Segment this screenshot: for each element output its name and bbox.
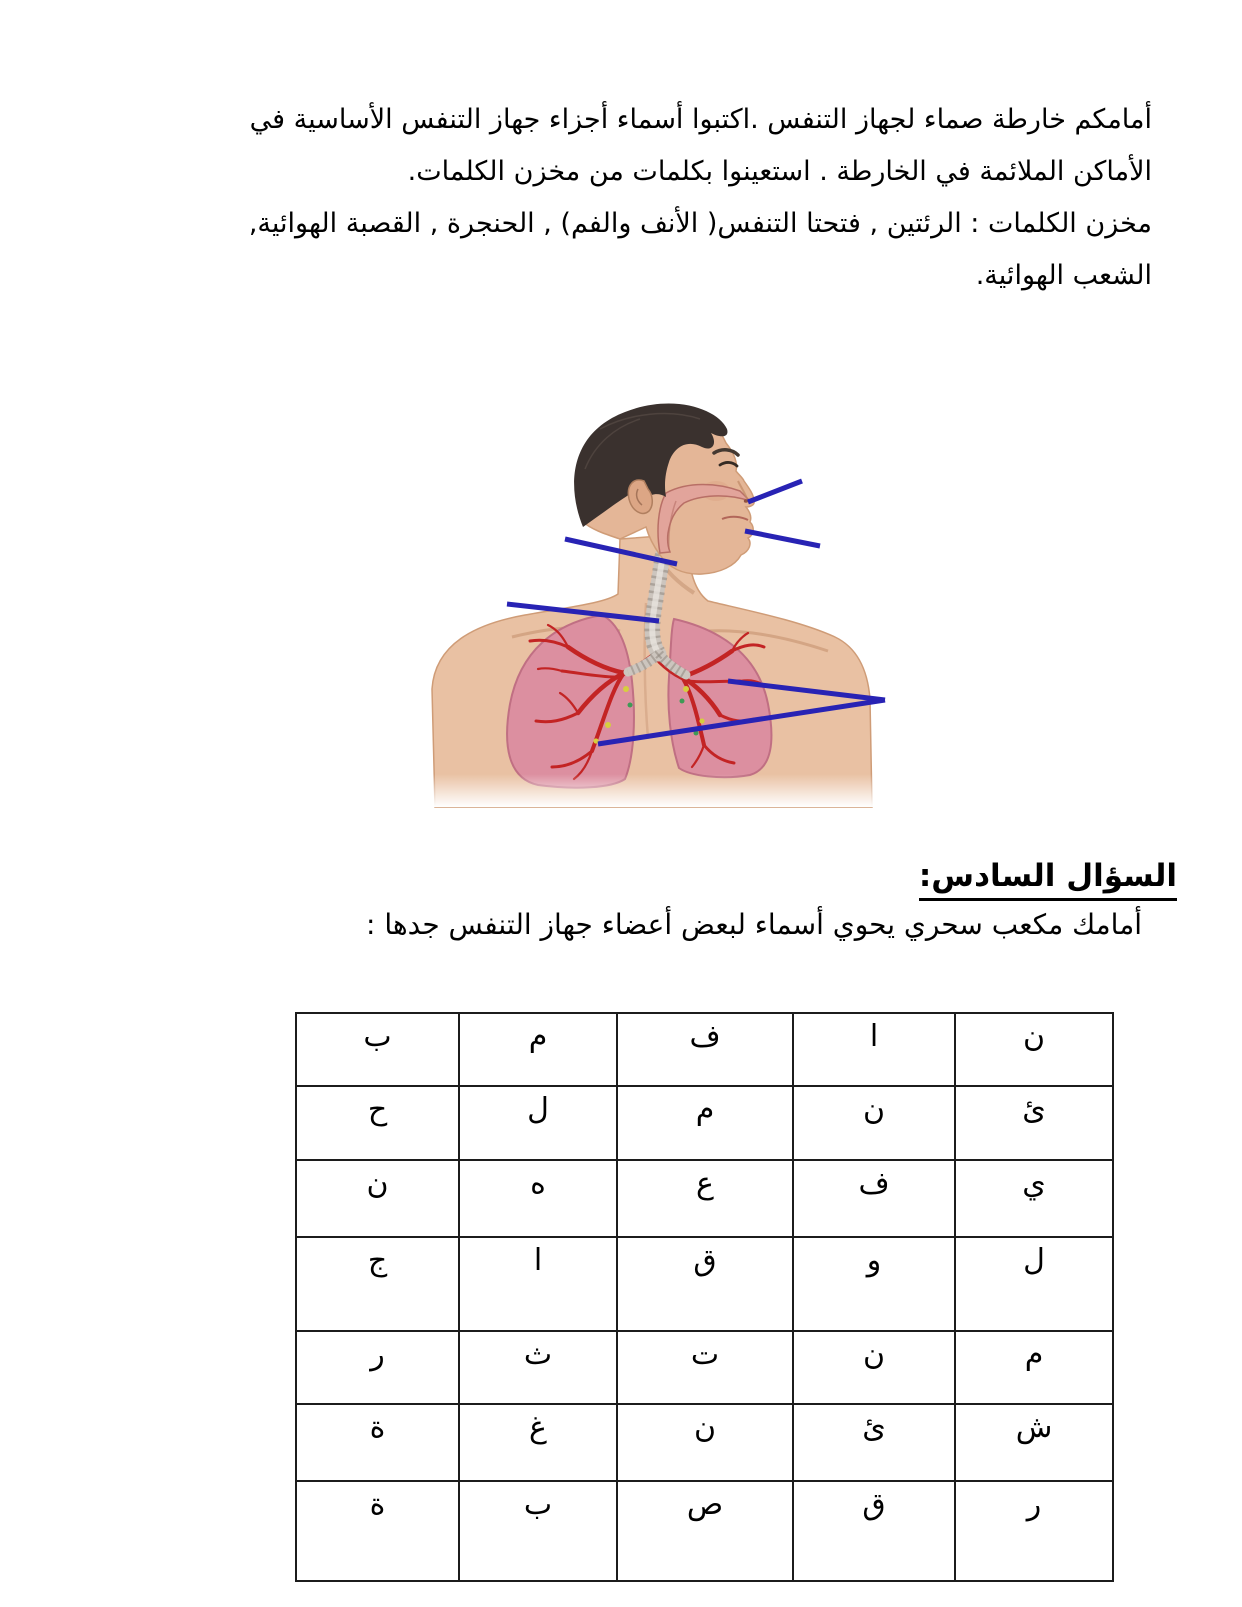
grid-cell: م	[955, 1331, 1113, 1404]
grid-row	[296, 1237, 1113, 1331]
grid-cell: ي	[955, 1160, 1113, 1237]
grid-cell: ا	[459, 1237, 617, 1331]
letter-grid-body	[296, 1013, 1113, 1581]
grid-cell: ا	[793, 1013, 955, 1086]
grid-cell: ن	[617, 1404, 793, 1481]
respiratory-illustration	[420, 388, 895, 808]
grid-cell: ق	[617, 1237, 793, 1331]
grid-cell: ن	[955, 1013, 1113, 1086]
grid-row	[296, 1160, 1113, 1237]
leader-line-nose	[748, 481, 802, 502]
grid-cell: ئ	[793, 1404, 955, 1481]
grid-cell: م	[459, 1013, 617, 1086]
intro-paragraph	[142, 94, 1152, 302]
grid-cell: ف	[617, 1013, 793, 1086]
grid-cell: ق	[793, 1481, 955, 1581]
grid-cell: ل	[459, 1086, 617, 1160]
grid-cell: ف	[793, 1160, 955, 1237]
grid-row	[296, 1404, 1113, 1481]
grid-cell: ث	[459, 1331, 617, 1404]
grid-cell: م	[617, 1086, 793, 1160]
grid-cell: ة	[296, 1404, 459, 1481]
letter-grid	[295, 1012, 1114, 1582]
leader-line-mouth	[745, 531, 820, 546]
grid-cell: ن	[793, 1086, 955, 1160]
grid-cell: و	[793, 1237, 955, 1331]
grid-cell: ع	[617, 1160, 793, 1237]
intro-line-3: مخزن الكلمات : الرئتين , فتحتا التنفس( الأنف والفم) , الحنجرة , القصبة الهوائية,	[248, 208, 1152, 239]
grid-cell: ل	[955, 1237, 1113, 1331]
grid-cell: ر	[955, 1481, 1113, 1581]
grid-cell: ت	[617, 1331, 793, 1404]
intro-line-2: الأماكن الملائمة في الخارطة . استعينوا بكلمات من مخزن الكلمات.	[407, 156, 1152, 187]
question6-heading	[919, 858, 1177, 901]
grid-row	[296, 1013, 1113, 1086]
torso-shape	[432, 534, 872, 807]
bottom-fade	[420, 774, 895, 807]
grid-cell: ئ	[955, 1086, 1113, 1160]
grid-cell: ج	[296, 1237, 459, 1331]
grid-cell: ب	[296, 1013, 459, 1086]
grid-cell: غ	[459, 1404, 617, 1481]
intro-line-4: الشعب الهوائية.	[975, 260, 1152, 291]
grid-cell: ه	[459, 1160, 617, 1237]
grid-cell: ص	[617, 1481, 793, 1581]
question6-prompt: أمامك مكعب سحري يحوي أسماء لبعض أعضاء جهاز التنفس جدها :	[366, 908, 1142, 941]
grid-cell: ة	[296, 1481, 459, 1581]
grid-cell: ح	[296, 1086, 459, 1160]
grid-cell: ن	[793, 1331, 955, 1404]
intro-line-1: أمامكم خارطة صماء لجهاز التنفس .اكتبوا أسماء أجزاء جهاز التنفس الأساسية في	[249, 104, 1152, 135]
anatomy-figure	[420, 388, 895, 808]
grid-row	[296, 1481, 1113, 1581]
grid-cell: ب	[459, 1481, 617, 1581]
grid-row	[296, 1086, 1113, 1160]
question6-heading-text: السؤال السادس:	[919, 858, 1177, 901]
grid-cell: ن	[296, 1160, 459, 1237]
grid-cell: ش	[955, 1404, 1113, 1481]
grid-cell: ر	[296, 1331, 459, 1404]
grid-row	[296, 1331, 1113, 1404]
